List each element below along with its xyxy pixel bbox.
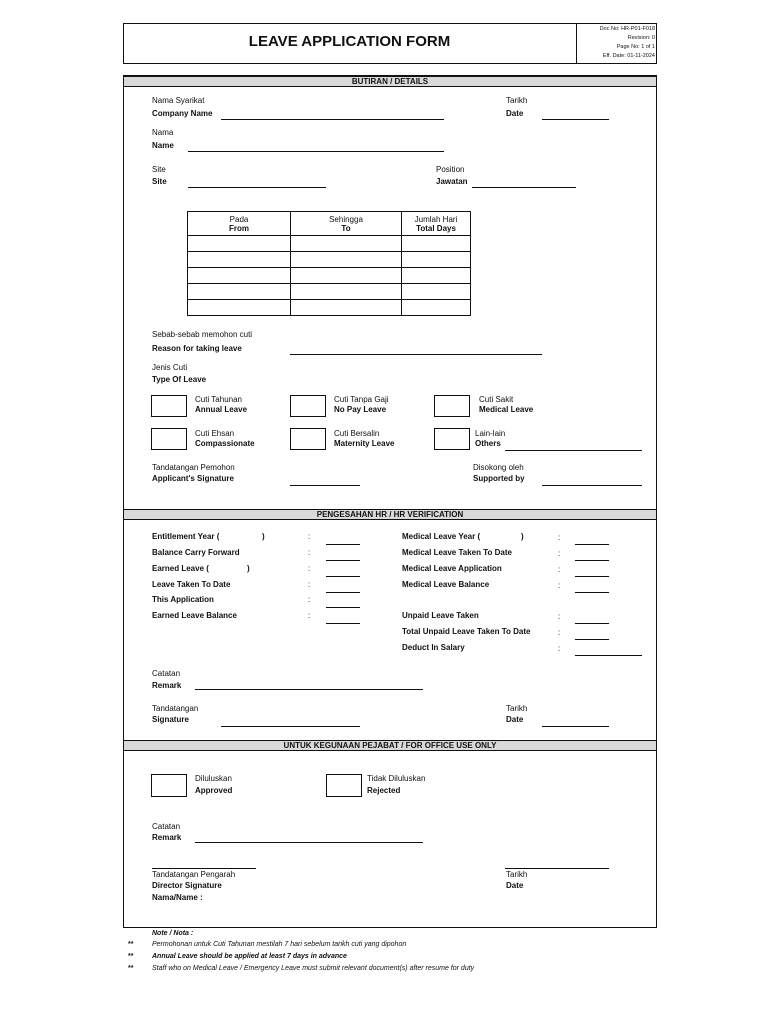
maternity-label-ms: Cuti Bersalin: [334, 429, 380, 438]
hr-remark-label-ms: Catatan: [152, 669, 181, 678]
colon: :: [308, 548, 311, 557]
hr-signature-label-en: Signature: [152, 715, 189, 724]
position-field[interactable]: [472, 187, 576, 188]
deduct-salary-label: Deduct In Salary: [402, 643, 465, 652]
name-label-ms: Nama: [152, 128, 174, 137]
sick-label-ms: Cuti Sakit: [479, 395, 514, 404]
sick-label-en: Medical Leave: [479, 405, 534, 414]
details-section-header: BUTIRAN / DETAILS: [124, 76, 656, 87]
annual-label-ms: Cuti Tahunan: [195, 395, 242, 404]
form-body: [123, 75, 657, 928]
reason-label-ms: Sebab-sebab memohon cuti: [152, 330, 253, 339]
eff-date: Eff. Date: 01-11-2024: [602, 53, 655, 59]
earned-leave-field[interactable]: [326, 576, 360, 577]
office-remark-field[interactable]: [195, 842, 423, 843]
colon: :: [308, 564, 311, 573]
others-label-ms: Lain-lain: [475, 429, 506, 438]
to-header: Sehingga To: [291, 212, 402, 236]
name-field[interactable]: [188, 151, 444, 152]
office-remark-label-en: Remark: [152, 833, 182, 842]
others-label-en: Others: [475, 439, 501, 448]
entitlement-year-label: Entitlement Year (: [152, 532, 220, 541]
hr-date-label-ms: Tarikh: [506, 704, 528, 713]
table-row: [188, 236, 471, 252]
table-row: [188, 268, 471, 284]
note-line-2: Annual Leave should be applied at least 7 days in advance: [152, 953, 347, 960]
medical-taken-label: Medical Leave Taken To Date: [402, 548, 512, 557]
site-field[interactable]: [188, 187, 326, 188]
form-title: LEAVE APPLICATION FORM: [248, 33, 451, 50]
reason-label-en: Reason for taking leave: [152, 344, 242, 353]
colon: :: [558, 644, 561, 653]
supported-label-ms: Disokong oleh: [473, 463, 524, 472]
director-label-ms: Tandatangan Pengarah: [152, 870, 236, 879]
type-label-en: Type Of Leave: [152, 375, 207, 384]
earned-leave-label: Earned Leave (: [152, 564, 209, 573]
leave-taken-label: Leave Taken To Date: [152, 580, 231, 589]
note-line-3: Staff who on Medical Leave / Emergency Leave must submit relevant document(s) after resume for duty: [152, 965, 475, 972]
medical-year-field[interactable]: [575, 544, 609, 545]
annual-leave-checkbox[interactable]: [151, 395, 187, 417]
revision: Revision: 0: [627, 35, 655, 41]
applicant-sig-label-ms: Tandatangan Pemohon: [152, 463, 235, 472]
entitlement-year-field[interactable]: [326, 544, 360, 545]
total-unpaid-field[interactable]: [575, 639, 609, 640]
nopay-label-ms: Cuti Tanpa Gaji: [334, 395, 389, 404]
rejected-label-ms: Tidak Diluluskan: [367, 774, 426, 783]
colon: :: [558, 581, 561, 590]
colon: :: [308, 580, 311, 589]
earned-balance-field[interactable]: [326, 623, 360, 624]
notes-title: Note / Nota :: [152, 930, 194, 937]
name-label-en: Name: [152, 141, 174, 150]
entitlement-year-close: ): [262, 532, 265, 541]
applicant-signature-field[interactable]: [290, 485, 360, 486]
total-unpaid-label: Total Unpaid Leave Taken To Date: [402, 627, 531, 636]
colon: :: [558, 628, 561, 637]
colon: :: [558, 549, 561, 558]
hr-remark-label-en: Remark: [152, 681, 182, 690]
hr-signature-label-ms: Tandatangan: [152, 704, 199, 713]
earned-leave-close: ): [247, 564, 250, 573]
balance-carry-field[interactable]: [326, 560, 360, 561]
note-line-1: Permohonan untuk Cuti Tahunan mestilah 7 hari sebelum tarikh cuti yang dipohon: [152, 941, 407, 948]
leave-taken-field[interactable]: [326, 592, 360, 593]
site-label-en: Site: [152, 177, 167, 186]
medical-year-close: ): [521, 532, 524, 541]
site-label-ms: Site: [152, 165, 166, 174]
colon: :: [558, 565, 561, 574]
colon: :: [558, 612, 561, 621]
approved-checkbox[interactable]: [151, 774, 187, 797]
position-label-ms: Jawatan: [436, 177, 468, 186]
medical-balance-field[interactable]: [575, 592, 609, 593]
hr-date-label-en: Date: [506, 715, 524, 724]
nopay-label-en: No Pay Leave: [334, 405, 387, 414]
medical-leave-checkbox[interactable]: [434, 395, 470, 417]
leave-dates-table: [187, 211, 471, 316]
colon: :: [308, 532, 311, 541]
supported-label-en: Supported by: [473, 474, 525, 483]
maternity-label-en: Maternity Leave: [334, 439, 395, 448]
table-row: [188, 284, 471, 300]
position-label-en: Position: [436, 165, 465, 174]
total-days-header: Jumlah Hari Total Days: [402, 212, 471, 236]
maternity-leave-checkbox[interactable]: [290, 428, 326, 450]
approved-label-en: Approved: [195, 786, 233, 795]
table-row: [188, 252, 471, 268]
doc-no: Doc No: HR-P01-F018: [599, 26, 655, 32]
reason-field[interactable]: [290, 354, 542, 355]
header-divider: [576, 23, 577, 64]
medical-taken-field[interactable]: [575, 560, 609, 561]
from-header: Pada From: [188, 212, 291, 236]
medical-year-label: Medical Leave Year (: [402, 532, 481, 541]
compassionate-label-ms: Cuti Ehsan: [195, 429, 235, 438]
note-marker: **: [128, 965, 134, 972]
balance-carry-label: Balance Carry Forward: [152, 548, 240, 557]
hr-date-field[interactable]: [542, 726, 609, 727]
rejected-checkbox[interactable]: [326, 774, 362, 797]
annual-label-en: Annual Leave: [195, 405, 248, 414]
medical-application-label: Medical Leave Application: [402, 564, 502, 573]
hr-signature-field[interactable]: [221, 726, 360, 727]
this-application-label: This Application: [152, 595, 214, 604]
doc-info: [578, 25, 655, 61]
unpaid-taken-field[interactable]: [575, 623, 609, 624]
director-name-label: Nama/Name :: [152, 893, 203, 902]
office-date-label-ms: Tarikh: [506, 870, 528, 879]
earned-balance-label: Earned Leave Balance: [152, 611, 237, 620]
this-application-field[interactable]: [326, 607, 360, 608]
supported-by-field[interactable]: [542, 485, 642, 486]
no-pay-leave-checkbox[interactable]: [290, 395, 326, 417]
director-label-en: Director Signature: [152, 881, 222, 890]
note-marker: **: [128, 953, 134, 960]
company-label-en: Company Name: [152, 109, 213, 118]
colon: :: [558, 533, 561, 542]
applicant-sig-label-en: Applicant's Signature: [152, 474, 234, 483]
others-checkbox[interactable]: [434, 428, 470, 450]
approved-label-ms: Diluluskan: [195, 774, 232, 783]
company-field[interactable]: [221, 119, 444, 120]
company-label-ms: Nama Syarikat: [152, 96, 205, 105]
director-signature-field[interactable]: [152, 868, 256, 869]
deduct-salary-field[interactable]: [575, 655, 642, 656]
date-field[interactable]: [542, 119, 609, 120]
type-label-ms: Jenis Cuti: [152, 363, 188, 372]
rejected-label-en: Rejected: [367, 786, 401, 795]
unpaid-taken-label: Unpaid Leave Taken: [402, 611, 479, 620]
office-remark-label-ms: Catatan: [152, 822, 181, 831]
table-row: [188, 300, 471, 316]
date-label-en: Date: [506, 109, 524, 118]
medical-balance-label: Medical Leave Balance: [402, 580, 490, 589]
medical-application-field[interactable]: [575, 576, 609, 577]
hr-remark-field[interactable]: [195, 689, 423, 690]
colon: :: [308, 595, 311, 604]
colon: :: [308, 611, 311, 620]
note-marker: **: [128, 941, 134, 948]
others-field[interactable]: [505, 450, 642, 451]
date-label-ms: Tarikh: [506, 96, 528, 105]
office-date-label-en: Date: [506, 881, 524, 890]
hr-section-header: PENGESAHAN HR / HR VERIFICATION: [124, 509, 656, 520]
page-no: Page No: 1 of 1: [616, 44, 655, 50]
office-date-field[interactable]: [505, 868, 609, 869]
compassionate-checkbox[interactable]: [151, 428, 187, 450]
compassionate-label-en: Compassionate: [195, 439, 255, 448]
office-section-header: UNTUK KEGUNAAN PEJABAT / FOR OFFICE USE ONLY: [124, 740, 656, 751]
